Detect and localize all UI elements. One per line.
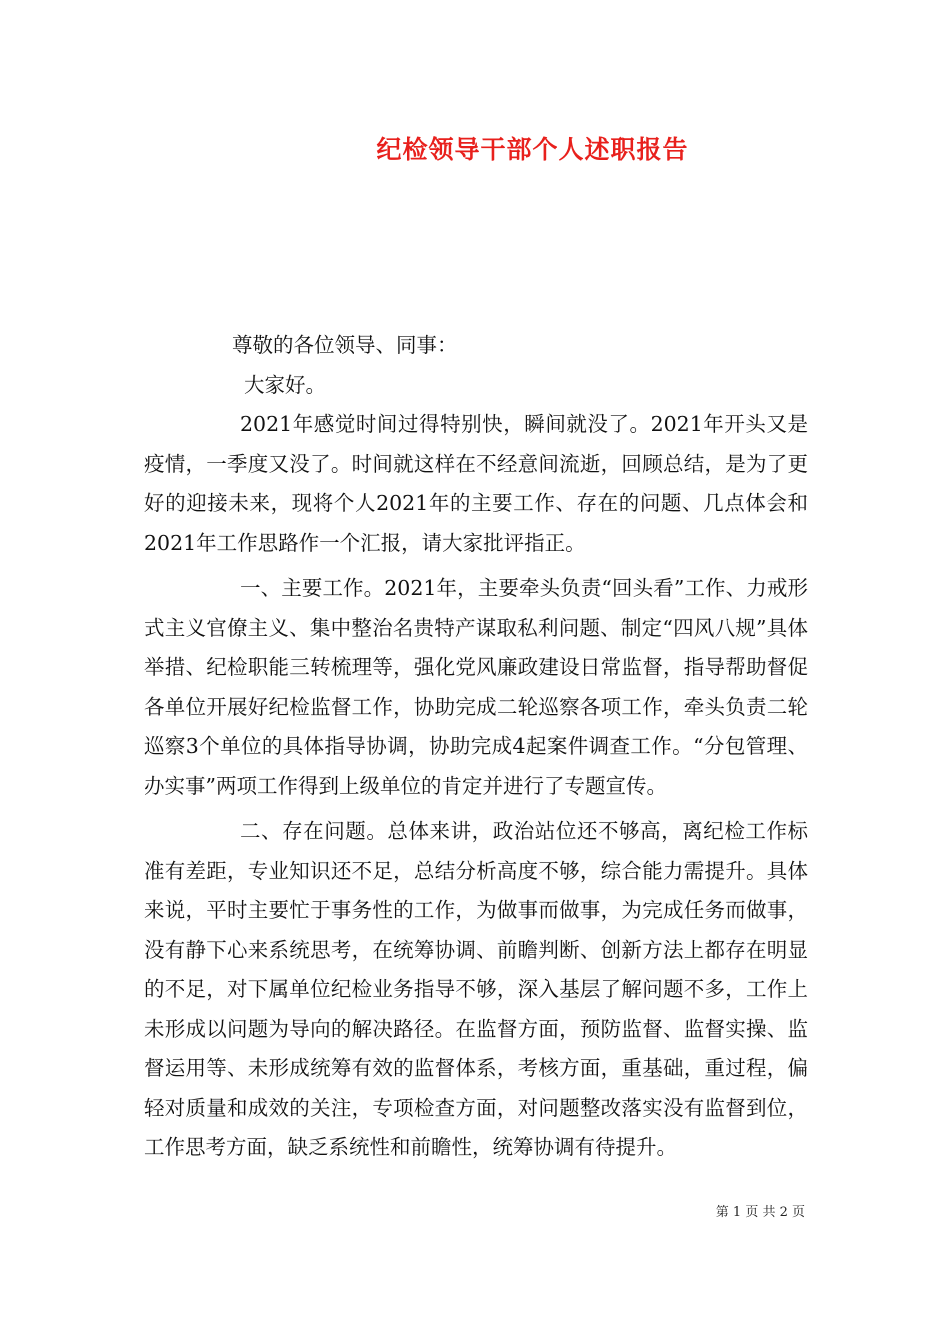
- greeting-line: 大家好。: [244, 372, 326, 397]
- document-title: 纪检领导干部个人述职报告: [376, 135, 689, 164]
- paragraph-problems: 二、存在问题。总体来讲，政治站位还不够高，离纪检工作标准有差距，专业知识还不足，总结分析高度不够，综合能力需提升。具体来说，平时主要忙于事务性的工作，为做事而做事，为完成任务而做事，没有静下心来系统思考，在统筹协调、前瞻判断、创新方法上都存在明显的不足，对下属单位纪检业务指导不够，深入基层了解问题不多，工作上未形成以问题为导向的解决路径。在监督方面，预防监督、监督实操、监督运用等、未形成统筹有效的监督体系，考核方面，重基础，重过程，偏轻对质量和成效的关注，专项检查方面，对问题整改落实没有监督到位，工作思考方面，缺乏系统性和前瞻性，统筹协调有待提升。: [144, 819, 808, 1159]
- salutation-line: 尊敬的各位领导、同事：: [232, 333, 458, 357]
- paragraph-intro: 2021年感觉时间过得特别快，瞬间就没了。2021年开头又是疫情，一季度又没了。时间就这样在不经意间流逝，回顾总结，是为了更好的迎接未来，现将个人2021年的主要工作、存在的问题、几点体会和2021年工作思路作一个汇报，请大家批评指正。: [144, 412, 808, 555]
- page-indicator: 第 1 页 共 2 页: [715, 1205, 805, 1220]
- document-body: [144, 326, 808, 1168]
- paragraph-main-work: 一、主要工作。2021年，主要牵头负责“回头看”工作、力戒形式主义官僚主义、集中整治名贵特产谋取私利问题、制定“四风八规”具体举措、纪检职能三转梳理等，强化党风廉政建设日常监督，指导帮助督促各单位开展好纪检监督工作，协助完成二轮巡察各项工作，牵头负责二轮巡察3个单位的具体指导协调，协助完成4起案件调查工作。“分包管理、办实事”两项工作得到上级单位的肯定并进行了专题宣传。: [144, 576, 808, 798]
